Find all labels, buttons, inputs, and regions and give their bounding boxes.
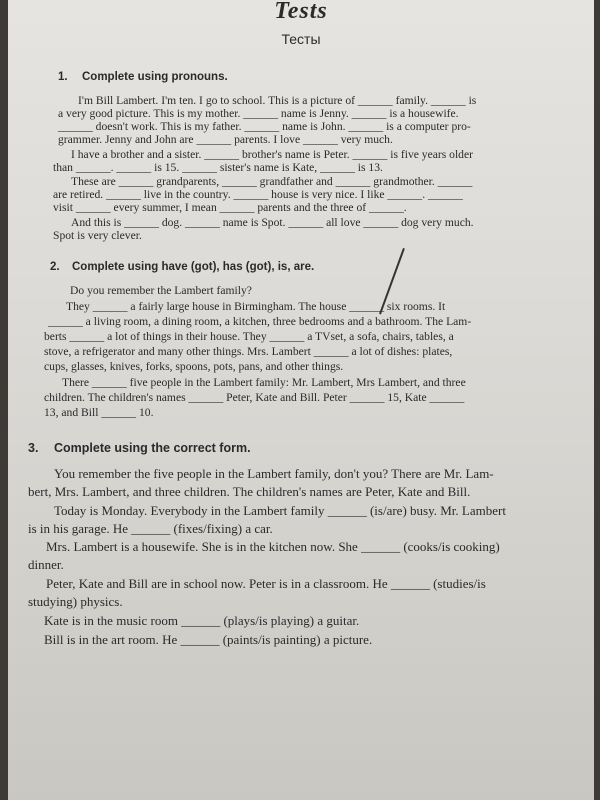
section-2-line: cups, glasses, knives, forks, spoons, pots, pans, and other things. [44,360,344,373]
section-1-line: And this is ______ dog. ______ name is Spot. ______ all love ______ dog very much. [71,216,474,229]
section-3-line: Bill is in the art room. He ______ (paints/is painting) a picture. [44,632,373,647]
section-2-line: children. The children's names ______ Peter, Kate and Bill. Peter ______ 15, Kate ______ [44,391,465,404]
section-1-line: are retired. ______ live in the country. ______ house is very nice. I like ______. ______ [53,188,463,201]
section-1-line: visit ______ every summer, I mean ______ parents and the three of ______. [53,201,407,214]
section-3-line: Peter, Kate and Bill are in school now. Peter is in a classroom. He ______ (studies/is [46,576,486,591]
section-1-line: grammer. Jenny and John are ______ parents. I love ______ very much. [58,133,393,146]
section-2-line: There ______ five people in the Lambert family: Mr. Lambert, Mrs Lambert, and three [62,376,466,389]
section-2-line: berts ______ a lot of things in their house. They ______ a TVset, a sofa, chairs, tables, a [44,330,454,343]
section-1-line: Spot is very clever. [53,229,142,242]
section-2-number: 2. [50,261,60,273]
section-3-line: You remember the five people in the Lambert family, don't you? There are Mr. Lam- [54,466,494,481]
section-3-line: Today is Monday. Everybody in the Lambert family ______ (is/are) busy. Mr. Lambert [54,503,506,518]
section-3-number: 3. [28,441,39,455]
section-3-line: Mrs. Lambert is a housewife. She is in the kitchen now. She ______ (cooks/is cooking) [46,539,500,554]
section-2-line: stove, a refrigerator and many other things. Mrs. Lambert ______ a lot of dishes: plates, [44,345,453,358]
section-1-heading: Complete using pronouns. [82,71,228,83]
section-1-line: a very good picture. This is my mother. ______ name is Jenny. ______ is a housewife. [58,107,459,120]
section-1-line: ______ doesn't work. This is my father. ______ name is John. ______ is a computer pro- [58,120,471,133]
section-2-line: 13, and Bill ______ 10. [44,406,154,419]
section-1-line: than ______. ______ is 15. ______ sister's name is Kate, ______ is 13. [53,161,383,174]
section-2-line: They ______ a fairly large house in Birmingham. The house ______ six rooms. It [66,300,446,313]
section-3-line: is in his garage. He ______ (fixes/fixing) a car. [28,521,273,536]
section-1-line: These are ______ grandparents, ______ grandfather and ______ grandmother. ______ [71,175,473,188]
worksheet-page [8,0,594,800]
page-title: Tests [274,0,328,24]
section-3-line: dinner. [28,557,64,572]
section-3-line: bert, Mrs. Lambert, and three children. The children's names are Peter, Kate and Bill. [28,484,471,499]
page-subtitle: Тесты [281,31,321,47]
section-1-line: I have a brother and a sister. ______ brother's name is Peter. ______ is five years older [71,148,473,161]
section-2-heading: Complete using have (got), has (got), is, are. [72,261,315,273]
section-1-line: I'm Bill Lambert. I'm ten. I go to school. This is a picture of ______ family. ______ is [78,94,477,107]
section-2-line: Do you remember the Lambert family? [70,284,252,297]
section-3-line: Kate is in the music room ______ (plays/is playing) a guitar. [44,613,360,628]
section-3-heading: Complete using the correct form. [54,441,251,455]
section-1-number: 1. [58,71,68,83]
section-2-line: ______ a living room, a dining room, a kitchen, three bedrooms and a bathroom. The Lam- [48,315,472,328]
section-3-line: studying) physics. [28,594,123,609]
